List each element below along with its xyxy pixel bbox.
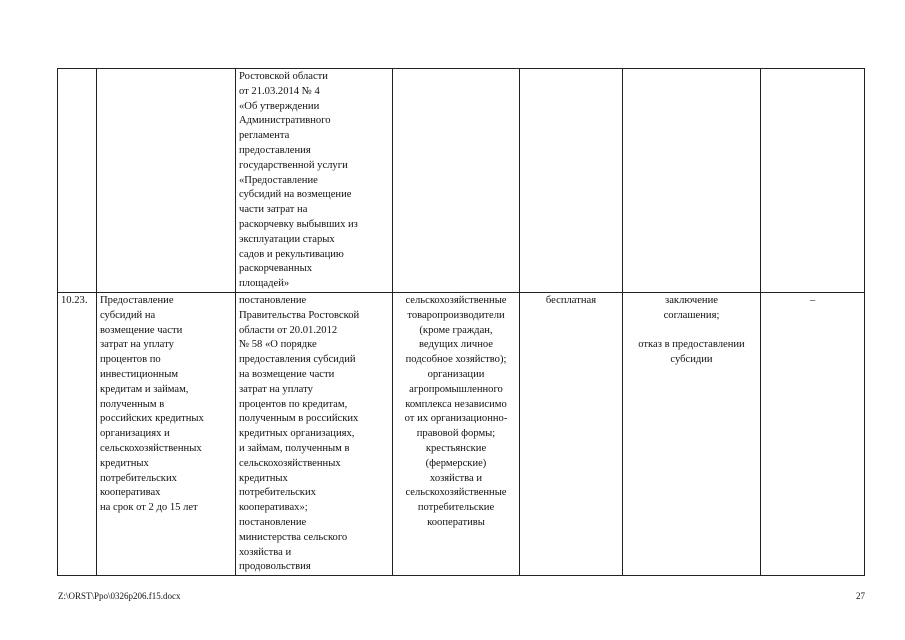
cell-extra <box>761 69 865 293</box>
cell-service-name: Предоставление субсидий на возмещение части затрат на уплату процентов по инвестиционным кредитам и займам, полученным в российских кредитных организациях и сельскохозяйственных кредитных потребительских кооперативах на срок от 2 до 15 лет <box>97 292 236 575</box>
footer-page-number: 27 <box>856 591 865 601</box>
cell-recipients: сельскохозяйственные товаропроизводители (кроме граждан, ведущих личное подсобное хозяйство); организации агропромышленного комплекса независимо от их организационно- правовой формы; крестьянские (фермерские) хозяйства и сельскохозяйственные потребительские кооперативы <box>393 292 520 575</box>
cell-number: 10.23. <box>58 292 97 575</box>
cell-recipients <box>393 69 520 293</box>
cell-legal-basis: постановление Правительства Ростовской области от 20.01.2012 № 58 «О порядке предоставления субсидий на возмещение части затрат на уплату процентов по кредитам, полученным в российских кредитных организациях, и займам, полученным в сельскохозяйственных кредитных потребительских кооперативах»; постановление министерства сельского хозяйства и продовольствия <box>236 292 393 575</box>
cell-result: заключение соглашения; отказ в предоставлении субсидии <box>623 292 761 575</box>
cell-legal-basis: Ростовской области от 21.03.2014 № 4 «Об утверждении Административного регламента предоставления государственной услуги «Предоставление субсидий на возмещение части затрат на раскорчевку выбывших из эксплуатации старых садов и рекультивацию раскорчеванных площадей» <box>236 69 393 293</box>
cell-extra: – <box>761 292 865 575</box>
services-table <box>57 68 865 576</box>
cell-payment: бесплатная <box>520 292 623 575</box>
cell-result <box>623 69 761 293</box>
footer-file-path: Z:\ORST\Ppo\0326p206.f15.docx <box>58 591 181 601</box>
table-row <box>58 292 865 575</box>
cell-number <box>58 69 97 293</box>
cell-service-name <box>97 69 236 293</box>
table-row <box>58 69 865 293</box>
cell-payment <box>520 69 623 293</box>
